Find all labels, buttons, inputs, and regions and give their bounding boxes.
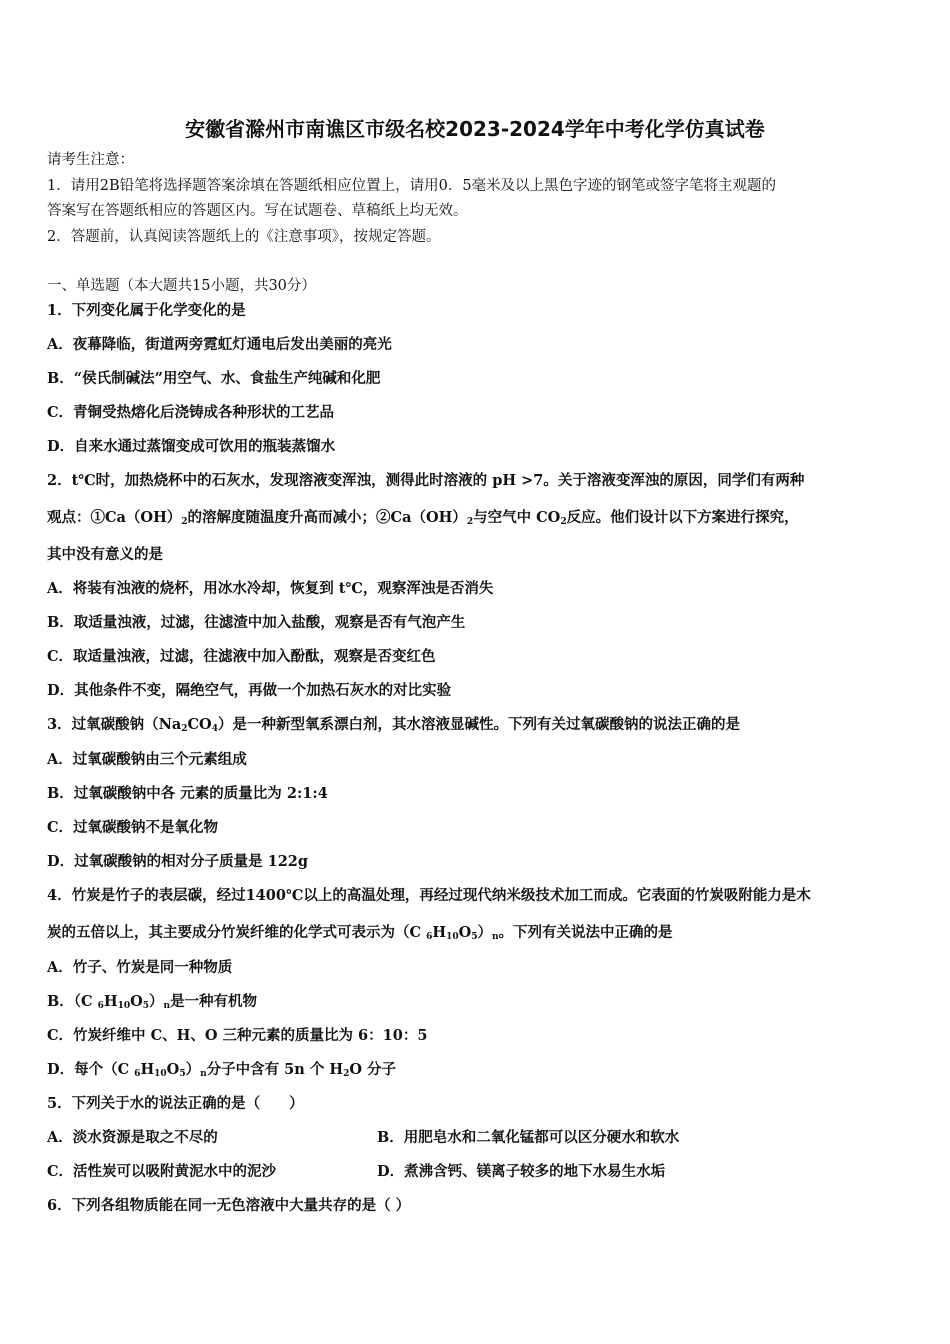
notice-item-1-line-1: 1．请用2B铅笔将选择题答案涂填在答题纸相应位置上，请用0．5毫米及以上黑色字迹的钢笔或签字笔将主观题的 [47, 178, 777, 194]
q2-option-d: D．其他条件不变，隔绝空气，再做一个加热石灰水的对比实验 [47, 682, 452, 699]
notice-heading: 请考生注意： [47, 152, 134, 168]
q5-option-c: C．活性炭可以吸附黄泥水中的泥沙 [47, 1163, 277, 1180]
q4-option-a: A．竹子、竹炭是同一种物质 [47, 959, 233, 976]
q1-option-d: D．自来水通过蒸馏变成可饮用的瓶装蒸馏水 [47, 438, 336, 455]
q4-option-c: C．竹炭纤维中 C、H、O 三种元素的质量比为 6：10：5 [47, 1027, 428, 1044]
q4-option-b: B．（C $_6H_{10}O_5)_n$是一种有机物 [47, 993, 258, 1011]
q4-stem-line-2: 炭的五倍以上，其主要成分竹炭纤维的化学式可表示为（C $_6H_{10}O_5)_n$。下列有关说法中正确的是 [47, 924, 673, 942]
section-heading: 一、单选题（本大题共15小题，共30分） [47, 278, 316, 294]
q2-stem-line-1: 2．t℃时，加热烧杯中的石灰水，发现溶液变浑浊，测得此时溶液的 pH >7。关于溶液变浑浊的原因，同学们有两种 [47, 472, 805, 489]
q2-option-a: A．将装有浊液的烧杯，用冰水冷却，恢复到 t℃，观察浑浊是否消失 [47, 580, 494, 597]
q5-stem: 5．下列关于水的说法正确的是（ ） [47, 1095, 304, 1112]
page-title: 安徽省滁州市南谯区市级名校2023-2024学年中考化学仿真试卷 [185, 117, 765, 141]
q1-option-b: B．“侯氏制碱法”用空气、水、食盐生产纯碱和化肥 [47, 370, 381, 387]
q6-stem: 6．下列各组物质能在同一无色溶液中大量共存的是（ ） [47, 1197, 411, 1214]
q3-stem: 3．过氧碳酸钠$(Na_2CO_4)$是一种新型氧系漂白剂，其水溶液显碱性。下列有关过氧碳酸钠的说法正确的是 [47, 716, 740, 734]
q5-option-d: D．煮沸含钙、镁离子较多的地下水易生水垢 [377, 1163, 666, 1180]
q3-option-d: D．过氧碳酸钠的相对分子质量是 122g [47, 853, 309, 870]
q5-option-b: B．用肥皂水和二氧化锰都可以区分硬水和软水 [377, 1129, 680, 1146]
q2-stem-line-3: 其中没有意义的是 [47, 546, 163, 563]
q4-option-d: D．每个（C $_6H_{10}O_5)_n$分子中含有 5n 个 $H_2O$ 分子 [47, 1061, 397, 1079]
q2-option-c: C．取适量浊液，过滤，往滤液中加入酚酞，观察是否变红色 [47, 648, 436, 665]
q3-option-c: C．过氧碳酸钠不是氧化物 [47, 819, 219, 836]
q1-option-c: C．青铜受热熔化后浇铸成各种形状的工艺品 [47, 404, 335, 421]
q3-option-b: B．过氧碳酸钠中各 元素的质量比为 2:1:4 [47, 785, 328, 802]
notice-item-1-line-2: 答案写在答题纸相应的答题区内。写在试题卷、草稿纸上均无效。 [47, 203, 468, 219]
q5-option-a: A．淡水资源是取之不尽的 [47, 1129, 218, 1146]
q2-stem-line-2: 观点：$①Ca(OH)_2$的溶解度随温度升高而减小；$②Ca(OH)_2$与空气中 $CO_2$反应。他们设计以下方案进行探究， [47, 509, 799, 527]
q2-option-b: B．取适量浊液，过滤，往滤渣中加入盐酸，观察是否有气泡产生 [47, 614, 466, 631]
q1-stem: 1．下列变化属于化学变化的是 [47, 302, 246, 319]
q3-option-a: A．过氧碳酸钠由三个元素组成 [47, 751, 247, 768]
notice-item-2: 2．答题前，认真阅读答题纸上的《注意事项》，按规定答题。 [47, 229, 441, 245]
q1-option-a: A．夜幕降临，街道两旁霓虹灯通电后发出美丽的亮光 [47, 336, 392, 353]
q4-stem-line-1: 4．竹炭是竹子的表层碳，经过1400℃以上的高温处理，再经过现代纳米级技术加工而成。它表面的竹炭吸附能力是木 [47, 887, 811, 904]
